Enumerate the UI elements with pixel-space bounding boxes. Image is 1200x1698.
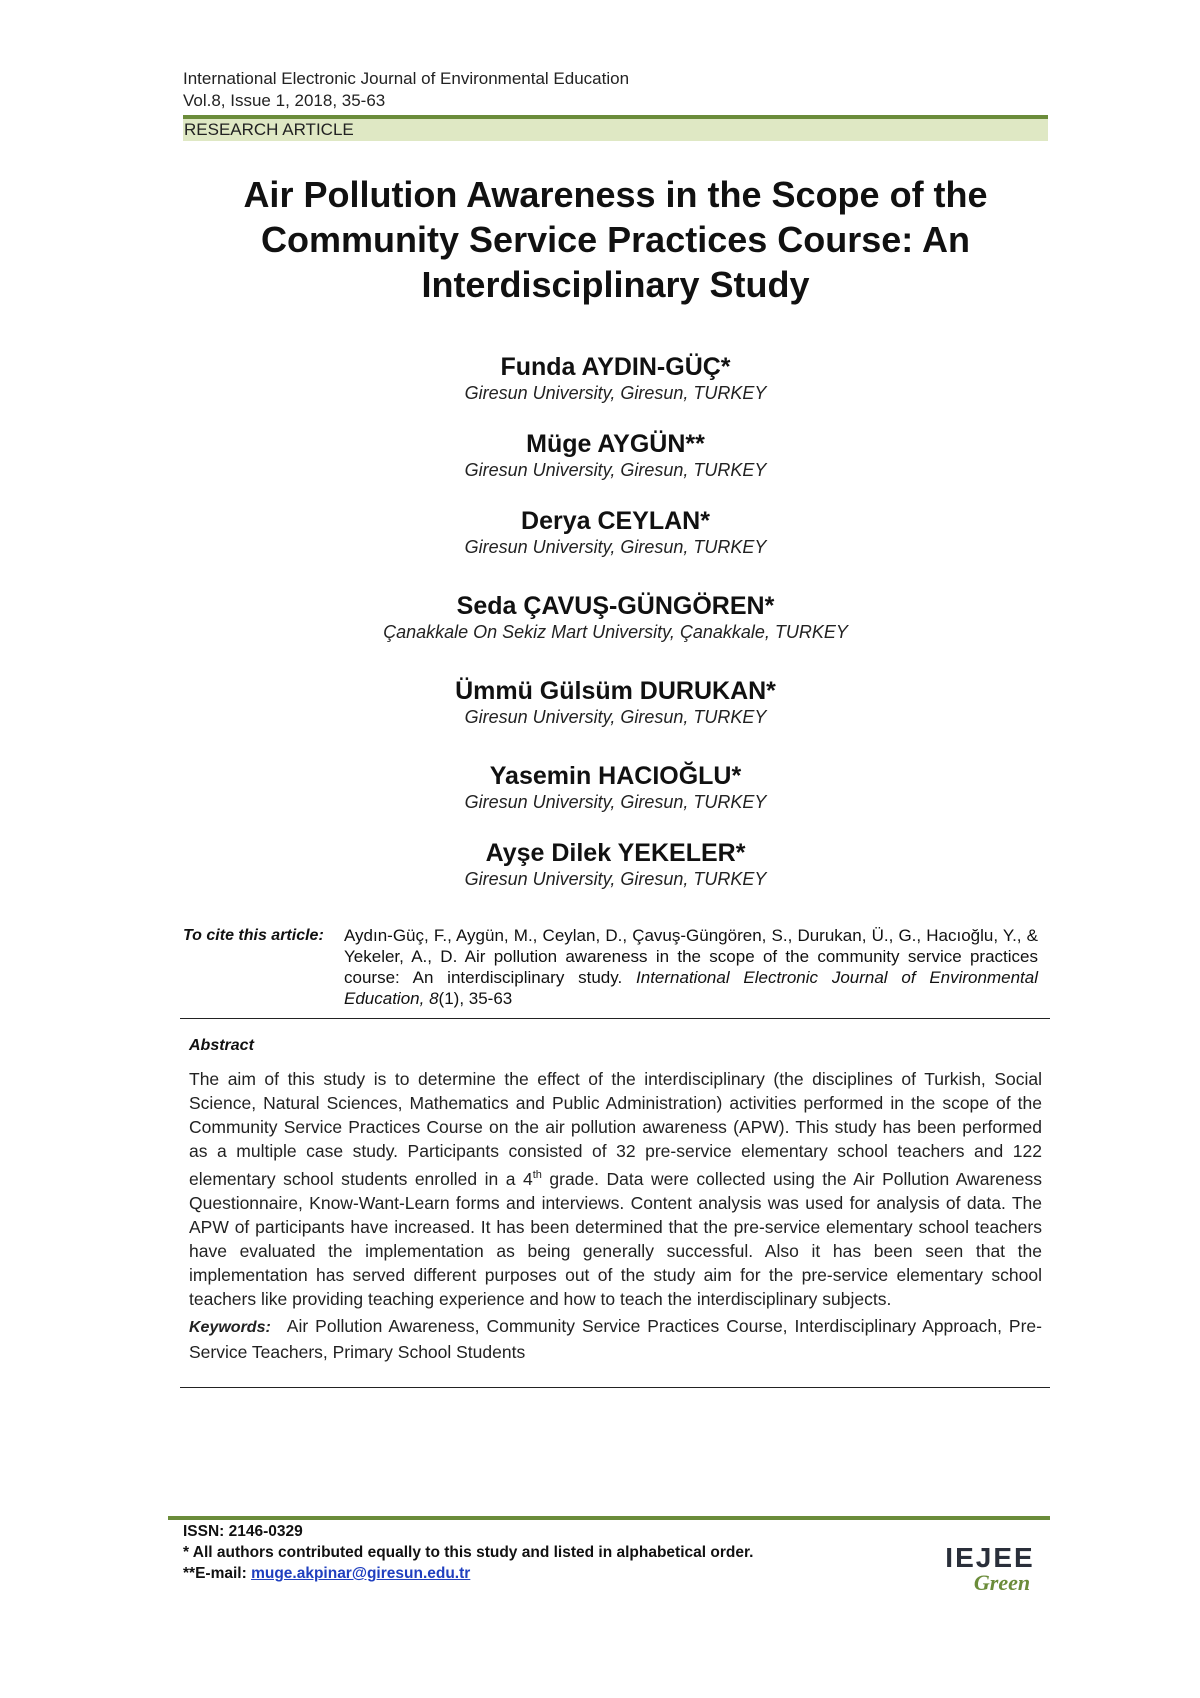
author-entry bbox=[183, 838, 1048, 890]
ordinal-superscript: th bbox=[532, 1169, 542, 1181]
author-entry bbox=[183, 506, 1048, 558]
author-affiliation: Giresun University, Giresun, TURKEY bbox=[464, 792, 767, 812]
citation-volume: 8 bbox=[429, 989, 439, 1008]
author-affiliation: Giresun University, Giresun, TURKEY bbox=[464, 460, 767, 480]
issn: ISSN: 2146-0329 bbox=[183, 1523, 303, 1540]
abstract-section bbox=[180, 1018, 1050, 1388]
author-name: Funda AYDIN-GÜÇ* bbox=[500, 353, 731, 381]
journal-logo bbox=[940, 1540, 1040, 1600]
title-line: Air Pollution Awareness in the Scope of the bbox=[243, 174, 988, 215]
email-link[interactable]: muge.akpinar@giresun.edu.tr bbox=[251, 1565, 471, 1582]
abstract-heading: Abstract bbox=[189, 1037, 254, 1054]
citation-issue-pages: (1), 35-63 bbox=[438, 989, 513, 1008]
citation-label: To cite this article: bbox=[183, 927, 324, 944]
author-name: Müge AYGÜN** bbox=[526, 430, 705, 458]
author-entry bbox=[183, 352, 1048, 404]
email-line bbox=[183, 1563, 833, 1584]
citation-block bbox=[183, 925, 1048, 1009]
citation-journal: International Electronic Journal of Environmental Education, bbox=[344, 968, 1038, 1008]
author-entry bbox=[183, 676, 1048, 728]
author-entry bbox=[183, 761, 1048, 813]
abstract-text bbox=[189, 1067, 1042, 1311]
keywords bbox=[189, 1314, 1042, 1364]
keywords-list: Air Pollution Awareness, Community Service Practices Course, Interdisciplinary Approach, Pre-Service Teachers, Primary School Students bbox=[189, 1315, 1042, 1362]
journal-header bbox=[183, 68, 1048, 141]
article-type: RESEARCH ARTICLE bbox=[183, 119, 1048, 141]
paper-title bbox=[183, 172, 1048, 307]
author-affiliation: Giresun University, Giresun, TURKEY bbox=[464, 869, 767, 889]
author-entry bbox=[183, 429, 1048, 481]
author-affiliation: Giresun University, Giresun, TURKEY bbox=[464, 383, 767, 403]
author-list bbox=[183, 352, 1048, 890]
author-name: Ümmü Gülsüm DURUKAN* bbox=[455, 677, 776, 705]
footer-notes bbox=[183, 1521, 833, 1584]
logo-text-bottom: Green bbox=[973, 1570, 1031, 1595]
journal-volume: Vol.8, Issue 1, 2018, 35-63 bbox=[183, 91, 386, 110]
citation-text bbox=[338, 925, 1048, 1009]
abstract-text-part: The aim of this study is to determine the effect of the interdisciplinary (the disciplines of Turkish, Social Science, Natural Sciences, Mathematics and Public Administration) activities performed in the scope of the Community Service Practices Course on the air pollution awareness (APW). This study has been performed as a multiple case study. Participants consisted of 32 pre-service elementary school teachers and 122 elementary school students enrolled in a 4 bbox=[189, 1069, 1042, 1189]
author-affiliation: Çanakkale On Sekiz Mart University, Çanakkale, TURKEY bbox=[383, 622, 848, 642]
author-name: Seda ÇAVUŞ-GÜNGÖREN* bbox=[456, 592, 775, 620]
author-name: Yasemin HACIOĞLU* bbox=[489, 762, 742, 790]
keywords-label: Keywords: bbox=[189, 1318, 271, 1336]
journal-name: International Electronic Journal of Environmental Education bbox=[183, 69, 630, 88]
abstract-text-part: grade. Data were collected using the Air Pollution Awareness Questionnaire, Know-Want-Learn forms and interviews. Content analysis was used for analysis of data. The APW of participants have increased. It has been determined that the pre-service elementary school teachers have evaluated the implementation as being generally successful. Also it has been seen that the implementation has served different purposes out of the study aim for the pre-service elementary school teachers like providing teaching experience and how to teach the interdisciplinary subjects. bbox=[189, 1168, 1042, 1309]
title-line: Community Service Practices Course: An bbox=[261, 219, 970, 260]
title-line: Interdisciplinary Study bbox=[421, 264, 810, 305]
author-name: Derya CEYLAN* bbox=[521, 507, 710, 535]
email-label: **E-mail: bbox=[183, 1565, 252, 1582]
citation-body: Aydın-Güç, F., Aygün, M., Ceylan, D., Çavuş-Güngören, S., Durukan, Ü., G., Hacıoğlu, Y., & Yekeler, A., D. Air pollution awareness in the scope of the community service practices course: An interdisciplinary study. bbox=[344, 926, 1038, 987]
author-entry bbox=[183, 591, 1048, 643]
author-affiliation: Giresun University, Giresun, TURKEY bbox=[464, 537, 767, 557]
author-name: Ayşe Dilek YEKELER* bbox=[485, 839, 746, 867]
logo-text-top: IEJEE bbox=[945, 1542, 1035, 1573]
author-affiliation: Giresun University, Giresun, TURKEY bbox=[464, 707, 767, 727]
footer-rule bbox=[168, 1516, 1050, 1520]
authorship-note: * All authors contributed equally to this study and listed in alphabetical order. bbox=[183, 1544, 754, 1561]
